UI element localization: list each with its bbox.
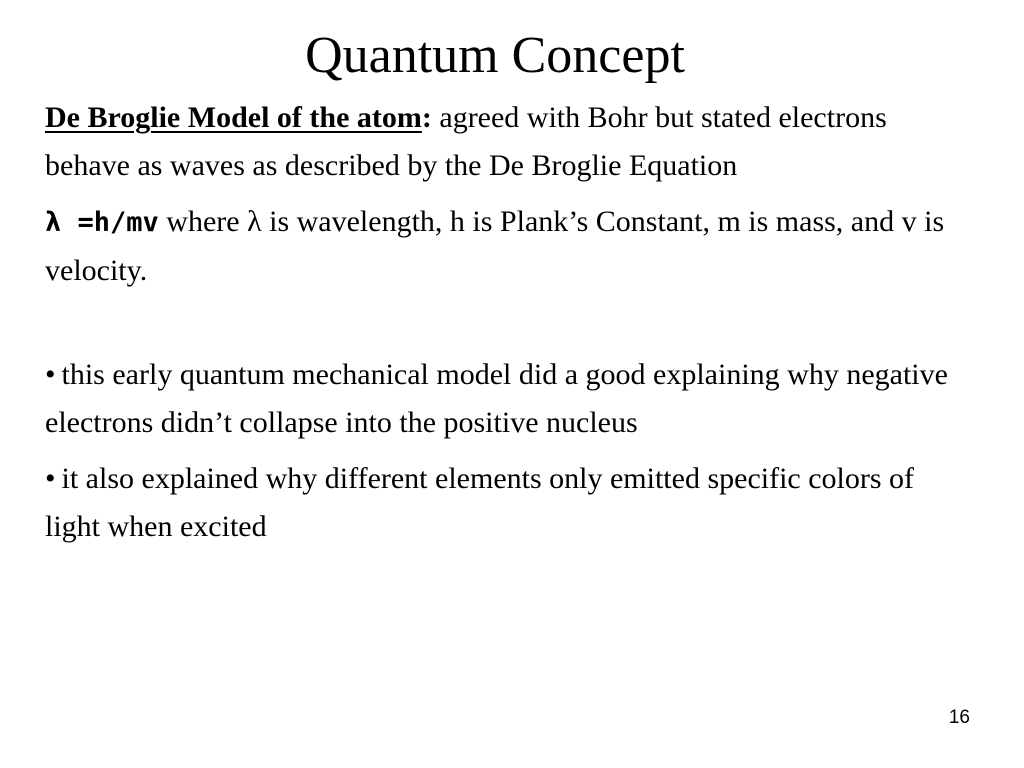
- intro-paragraph: [45, 94, 965, 190]
- bullet-item: [45, 455, 965, 551]
- model-heading-colon: :: [421, 101, 432, 134]
- equation-explanation: where λ is wavelength, h is Plank’s Constant, m is mass, and v is velocity.: [45, 205, 945, 287]
- model-heading: De Broglie Model of the atom: [45, 101, 422, 134]
- slide-title: Quantum Concept: [305, 27, 685, 84]
- bullet-glyph: •: [45, 462, 56, 495]
- bullet-item: [45, 351, 965, 447]
- paragraph-spacer: [45, 295, 965, 351]
- bullet-glyph: •: [45, 358, 56, 391]
- slide-body: [45, 94, 965, 551]
- intro-text: agreed with Bohr but stated electrons behave as waves as described by the De Broglie Equation: [45, 101, 887, 182]
- de-broglie-formula: λ =h/mv: [45, 207, 159, 238]
- bullet-text: it also explained why different elements only emitted specific colors of light when excited: [45, 462, 915, 543]
- bullet-text: this early quantum mechanical model did a good explaining why negative electrons didn’t collapse into the positive nucleus: [45, 358, 948, 439]
- slide-number: 16: [948, 707, 970, 728]
- equation-paragraph: [45, 198, 965, 295]
